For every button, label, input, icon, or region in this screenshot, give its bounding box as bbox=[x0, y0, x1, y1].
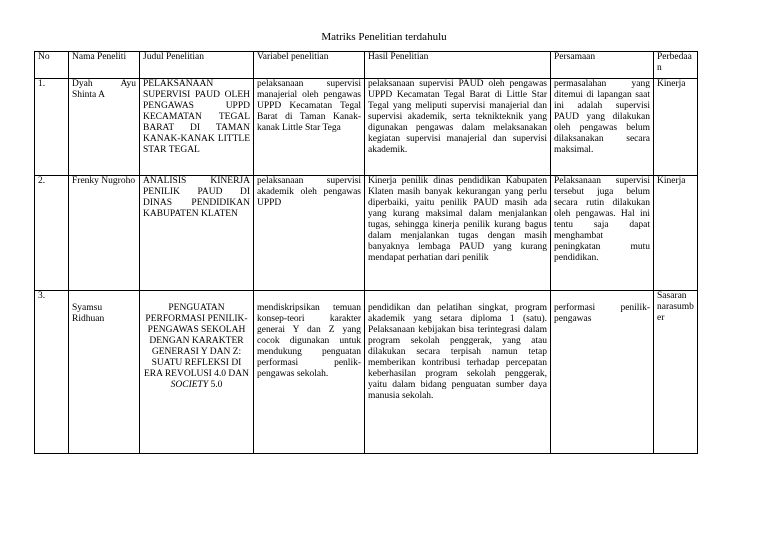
row-persamaan: performasi penilik-pengawas bbox=[551, 291, 654, 454]
row-hasil: pelaksanaan supervisi PAUD oleh pengawas UPPD Kecamatan Tegal Barat di Little Star Tegal yang meliputi supervisi manajerial dan supervisi akademik, serta teknikteknik yang digunakan pengawas dalam melaksanakan kegiatan supervisi manajerial dan supervisi akademik. bbox=[365, 79, 551, 176]
row-hasil: Kinerja penilik dinas pendidikan Kabupaten Klaten masih banyak kekurangan yang perlu diperbaiki, yaitu penilik PAUD masih ada yang kurang maksimal dalam menjalankan tugas, sehingga kinerja penilik kurang bagus dalam menjalankan tugas dengan masih banyaknya lembaga PAUD yang kurang mendapat perhatian dari penilik bbox=[365, 176, 551, 291]
table-row bbox=[35, 79, 698, 176]
table-row bbox=[35, 291, 698, 454]
row-nama: Frenky Nugroho bbox=[69, 176, 140, 291]
row-judul-end: 5.0 bbox=[208, 380, 223, 390]
header-nama: Nama Peneliti bbox=[69, 52, 140, 79]
row-perbedaan: Sasaran narasumber bbox=[654, 291, 698, 454]
row-judul bbox=[140, 291, 254, 454]
row-variabel: pelaksanaan supervisi manajerial oleh pengawas UPPD Kecamatan Tegal Barat di Taman Kanak-kanak Little Star Tega bbox=[254, 79, 365, 176]
table-row bbox=[35, 176, 698, 291]
table-header-row bbox=[35, 52, 698, 79]
header-judul: Judul Penelitian bbox=[140, 52, 254, 79]
header-no: No bbox=[35, 52, 69, 79]
header-variabel: Variabel penelitian bbox=[254, 52, 365, 79]
row-perbedaan: Kinerja bbox=[654, 176, 698, 291]
row-judul-main: PENGUATAN PERFORMASI PENILIK-PENGAWAS SEKOLAH DENGAN KARAKTER GENERASI Y DAN Z: SUATU REFLEKSI DI ERA REVOLUSI 4.0 DAN bbox=[143, 303, 250, 379]
row-nama: Dyah Ayu Shinta A bbox=[69, 79, 140, 176]
row-variabel: mendiskripsikan temuan konsep-teori karakter generai Y dan Z yang cocok digunakan untuk mendukung penguatan performasi penlik-pengawas sekolah. bbox=[254, 291, 365, 454]
document-title: Matriks Penelitian terdahulu bbox=[321, 31, 447, 43]
research-matrix-table bbox=[34, 51, 698, 454]
row-persamaan: Pelaksanaan supervisi tersebut juga belum secara rutin dilakukan oleh pengawas. Hal ini tentu saja dapat menghambat peningkatan mutu pendidikan. bbox=[551, 176, 654, 291]
header-perbedaan: Perbedaan bbox=[654, 52, 698, 79]
row-variabel: pelaksanaan supervisi akademik oleh pengawas UPPD bbox=[254, 176, 365, 291]
row-persamaan: permasalahan yang ditemui di lapangan saat ini adalah supervisi PAUD yang dilakukan oleh pengawas belum dilaksanakan secara maksimal. bbox=[551, 79, 654, 176]
row-nama: Syamsu Ridhuan bbox=[69, 291, 140, 454]
header-persamaan: Persamaan bbox=[551, 52, 654, 79]
row-no: 1. bbox=[35, 79, 69, 176]
row-no: 3. bbox=[35, 291, 69, 454]
row-no: 2. bbox=[35, 176, 69, 291]
row-judul-italic: SOCIETY bbox=[170, 380, 209, 390]
row-hasil: pendidikan dan pelatihan singkat, program akademik yang setara diploma 1 (satu). Pelaksanaan kebijakan bisa terintegrasi dalam program sekolah penggerak, yang atau dilakukan secara terpisah namun tetap memberikan kontribusi terhadap percepatan keberhasilan program sekolah penggerak, yaitu dalam bidang penguatan sumber daya manusia sekolah. bbox=[365, 291, 551, 454]
header-hasil: Hasil Penelitian bbox=[365, 52, 551, 79]
row-perbedaan: Kinerja bbox=[654, 79, 698, 176]
row-judul: PELAKSANAAN SUPERVISI PAUD OLEH PENGAWAS UPPD KECAMATAN TEGAL BARAT DI TAMAN KANAK-KANAK LITTLE STAR TEGAL bbox=[140, 79, 254, 176]
row-judul: ANALISIS KINERJA PENILIK PAUD DI DINAS PENDIDIKAN KABUPATEN KLATEN bbox=[140, 176, 254, 291]
